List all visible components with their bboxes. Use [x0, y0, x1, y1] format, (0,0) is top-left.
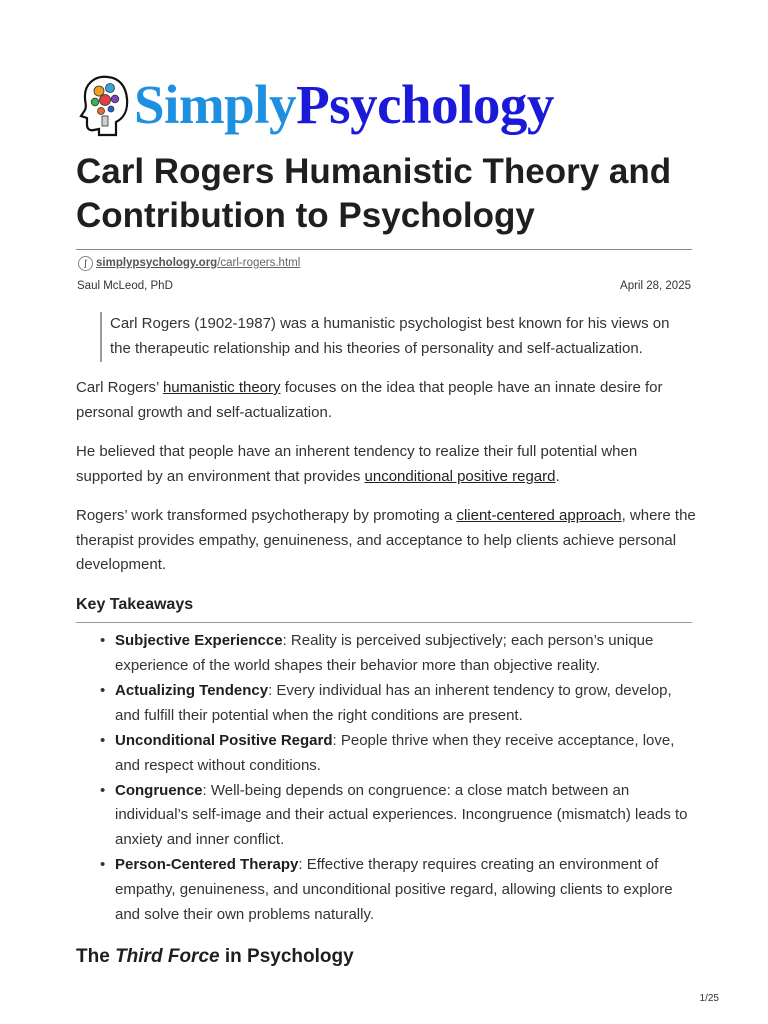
intro-blockquote: Carl Rogers (1902-1987) was a humanistic psychologist best known for his views on the therapeutic relationship and his theories of personality and self-actualization. [100, 312, 690, 362]
link-unconditional-positive-regard[interactable]: unconditional positive regard [364, 467, 556, 485]
takeaway-text: : Reality is perceived subjectively; each person’s unique experience of the world shapes their behavior more than objective reality. [115, 632, 654, 674]
url-domain[interactable]: simplypsychology.org [96, 257, 218, 269]
url-path[interactable]: /carl-rogers.html [217, 257, 301, 269]
link-client-centered-approach[interactable]: client-centered approach [456, 507, 622, 524]
paragraph-text: Carl Rogers’ [76, 379, 163, 396]
publish-date: April 28, 2025 [620, 280, 691, 292]
source-url[interactable] [78, 255, 300, 271]
head-gears-icon [78, 71, 130, 137]
heading-text: in Psychology [219, 946, 354, 967]
paragraph-text: Rogers’ work transformed psychotherapy by promoting a [76, 507, 457, 524]
heading-emphasis: Third Force [115, 946, 220, 967]
list-item [76, 779, 696, 853]
author: Saul McLeod, PhD [77, 280, 173, 292]
takeaway-term: Unconditional Positive Regard [115, 731, 333, 749]
takeaway-text: : Well-being depends on congruence: a close match between an individual’s self-image and their actual experiences. Incongruence (mismatch) leads to anxiety and inner conflict. [115, 781, 688, 849]
takeaway-term: Actualizing Tendency [115, 681, 269, 699]
site-logo[interactable] [78, 66, 690, 142]
paragraph-text: , where the therapist provides empathy, genuineness, and acceptance to help clients achieve personal development. [76, 507, 696, 573]
bullet-icon: • [100, 781, 106, 799]
paragraph-3 [76, 504, 696, 578]
bullet-icon: • [100, 632, 106, 649]
bullet-icon: • [100, 731, 106, 749]
section-heading-third-force [76, 946, 354, 968]
list-item [76, 679, 696, 728]
page-number: 1/25 [699, 993, 719, 1004]
heading-text: The [76, 946, 116, 967]
takeaway-term: Person-Centered Therapy [115, 856, 299, 874]
logo-text-simply: Simply [134, 73, 297, 135]
takeaway-term: Congruence [115, 781, 203, 799]
list-item [76, 729, 696, 778]
takeaway-text: : People thrive when they receive acceptance, love, and respect without conditions. [115, 731, 675, 774]
logo-text-psychology: Psychology [296, 73, 554, 135]
key-takeaways-heading: Key Takeaways [76, 596, 194, 613]
key-takeaways-divider [76, 622, 692, 623]
takeaway-text: : Effective therapy requires creating an environment of empathy, genuineness, and unconditional positive regard, allowing clients to explore and solve their own problems naturally. [115, 856, 673, 923]
bullet-icon: • [100, 856, 106, 874]
paragraph-2 [76, 440, 696, 489]
key-takeaways-list [76, 629, 696, 928]
list-item [76, 853, 696, 927]
paragraph-1 [76, 376, 696, 425]
page-title: Carl Rogers Humanistic Theory and Contribution to Psychology [76, 152, 672, 235]
title-divider [76, 249, 692, 250]
paragraph-text: . [555, 467, 560, 485]
takeaway-term: Subjective Experiencce [115, 632, 283, 649]
list-item [76, 629, 696, 678]
takeaway-text: : Every individual has an inherent tendency to grow, develop, and fulfill their potential when the right conditions are present. [115, 681, 672, 724]
paragraph-text: focuses on the idea that people have an innate desire for personal growth and self-actualization. [76, 379, 663, 421]
bullet-icon: • [100, 681, 106, 699]
site-favicon-icon: ʃ [78, 256, 93, 271]
paragraph-text: He believed that people have an inherent tendency to realize their full potential when supported by an environment that provides [76, 443, 638, 485]
link-humanistic-theory[interactable]: humanistic theory [162, 379, 281, 396]
